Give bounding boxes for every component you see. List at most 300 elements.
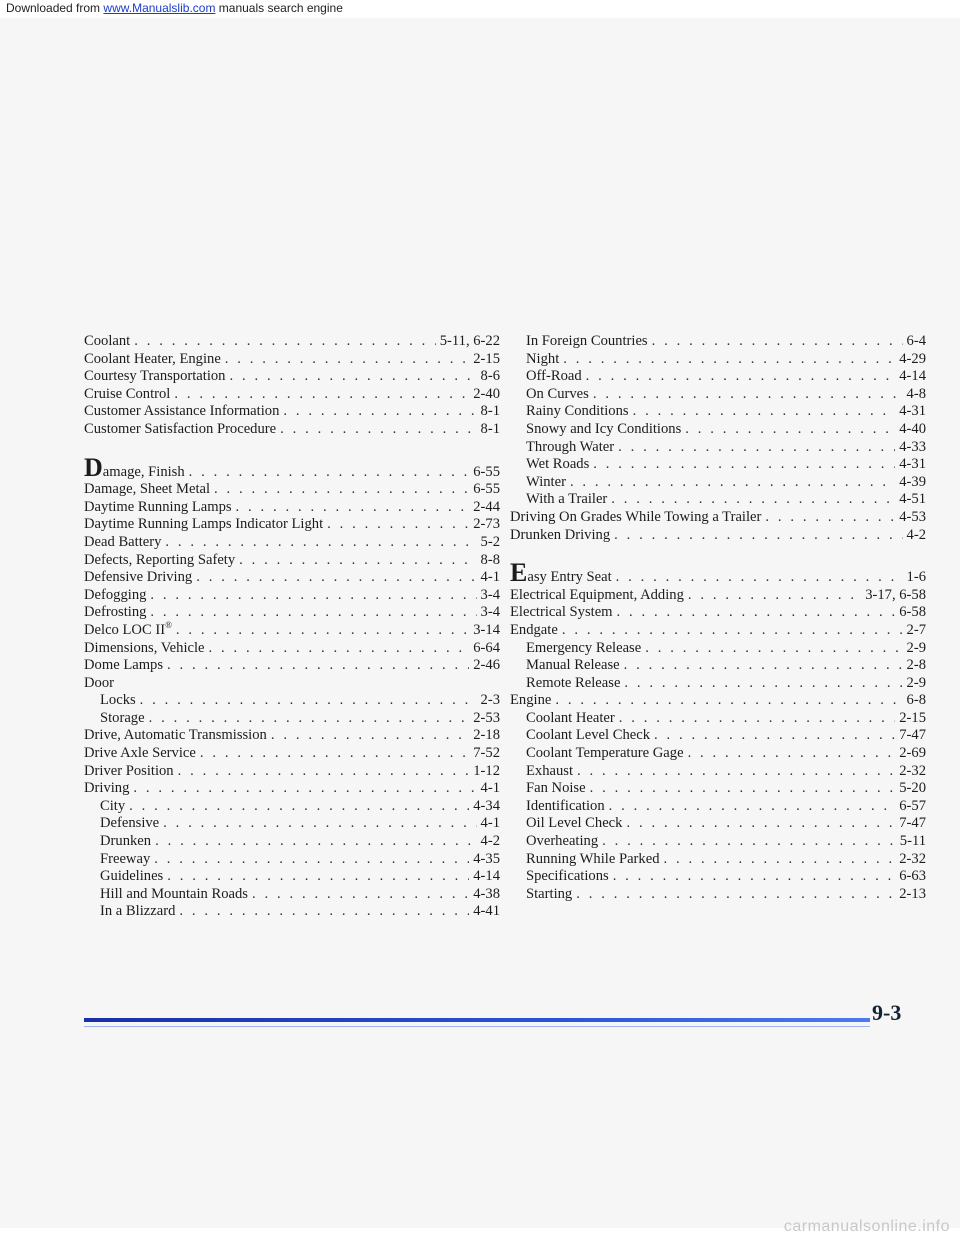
entry-page-ref: 2-7 bbox=[906, 621, 926, 638]
entry-page-ref: 4-2 bbox=[906, 526, 926, 543]
index-entry bbox=[84, 622, 500, 640]
entry-label-text: Rainy Conditions bbox=[526, 403, 629, 420]
index-entry bbox=[84, 604, 500, 622]
index-entry bbox=[84, 727, 500, 745]
dot-leader bbox=[196, 569, 476, 587]
dot-leader bbox=[614, 527, 902, 545]
dot-leader bbox=[134, 333, 436, 351]
entry-page-ref: 8-1 bbox=[480, 403, 500, 420]
index-subentry bbox=[84, 692, 500, 710]
entry-page-ref: 5-20 bbox=[899, 780, 926, 797]
dot-leader bbox=[624, 675, 902, 693]
entry-label-text: City bbox=[100, 797, 126, 814]
entry-page-ref: 7-52 bbox=[473, 745, 500, 762]
entry-page-ref: 4-41 bbox=[473, 903, 500, 920]
index-subentry bbox=[510, 421, 926, 439]
entry-label bbox=[100, 886, 248, 904]
dot-leader bbox=[229, 368, 476, 386]
entry-label bbox=[526, 798, 605, 816]
entry-label bbox=[510, 587, 684, 605]
dot-leader bbox=[652, 333, 903, 351]
dot-leader bbox=[179, 903, 469, 921]
dot-leader bbox=[593, 456, 895, 474]
section-initial: D bbox=[84, 452, 103, 482]
index-subentry bbox=[510, 727, 926, 745]
entry-label-text: Coolant Level Check bbox=[526, 727, 651, 744]
entry-label-text: Oil Level Check bbox=[526, 815, 623, 832]
entry-label-text: In a Blizzard bbox=[100, 903, 176, 920]
section-gap bbox=[84, 439, 500, 459]
index-entry bbox=[510, 587, 926, 605]
dot-leader bbox=[570, 474, 895, 492]
dot-leader bbox=[688, 745, 896, 763]
entry-label bbox=[526, 640, 641, 658]
section-gap bbox=[510, 544, 926, 564]
entry-label bbox=[510, 604, 613, 622]
index-subentry bbox=[510, 815, 926, 833]
entry-page-ref: 4-53 bbox=[899, 508, 926, 525]
index-entry bbox=[84, 403, 500, 421]
entry-label bbox=[526, 491, 607, 509]
index-subentry bbox=[510, 868, 926, 886]
entry-page-ref: 3-4 bbox=[480, 604, 500, 621]
entry-page-ref: 4-39 bbox=[899, 473, 926, 490]
entry-label-text: In Foreign Countries bbox=[526, 333, 648, 349]
index-entry bbox=[510, 692, 926, 710]
entry-label bbox=[526, 868, 609, 886]
dot-leader bbox=[239, 552, 476, 570]
index-entry bbox=[84, 351, 500, 369]
entry-page-ref: 2-69 bbox=[899, 745, 926, 762]
entry-label bbox=[510, 622, 558, 640]
entry-label bbox=[100, 798, 125, 816]
dot-leader bbox=[225, 351, 469, 369]
entry-label bbox=[526, 886, 572, 904]
entry-label-text: Winter bbox=[526, 473, 566, 490]
index-subentry bbox=[84, 798, 500, 816]
index-entry bbox=[84, 499, 500, 517]
entry-label-text: Driving On Grades While Towing a Trailer bbox=[510, 508, 762, 525]
dot-leader bbox=[613, 868, 896, 886]
entry-label bbox=[84, 552, 235, 570]
entry-label bbox=[84, 657, 163, 675]
entry-label bbox=[526, 833, 598, 851]
entry-label-text: Defects, Reporting Safety bbox=[84, 551, 236, 568]
registered-mark: ® bbox=[165, 620, 172, 631]
entry-label-text: Specifications bbox=[526, 868, 609, 885]
entry-page-ref: 2-9 bbox=[906, 639, 926, 656]
dot-leader bbox=[688, 587, 861, 605]
index-subentry bbox=[84, 851, 500, 869]
entry-page-ref: 1-6 bbox=[906, 569, 926, 586]
entry-page-ref: 8-8 bbox=[480, 551, 500, 568]
footer-rule bbox=[84, 1018, 870, 1022]
entry-page-ref: 2-15 bbox=[899, 709, 926, 726]
dot-leader bbox=[593, 386, 903, 404]
entry-label-text: On Curves bbox=[526, 385, 589, 402]
index-subentry bbox=[510, 780, 926, 798]
banner-suffix: manuals search engine bbox=[215, 1, 343, 15]
entry-label-text: Coolant Temperature Gage bbox=[526, 745, 684, 762]
manualslib-link[interactable]: www.Manualslib.com bbox=[103, 1, 216, 15]
index-entry bbox=[510, 527, 926, 545]
entry-label bbox=[100, 815, 159, 833]
entry-page-ref: 7-47 bbox=[899, 815, 926, 832]
dot-leader bbox=[209, 640, 470, 658]
entry-page-ref: 4-2 bbox=[480, 833, 500, 850]
entry-label-text: Defensive Driving bbox=[84, 569, 193, 586]
index-entry bbox=[84, 763, 500, 781]
entry-label-text: Overheating bbox=[526, 833, 599, 850]
index-page bbox=[0, 18, 960, 1228]
entry-page-ref: 6-57 bbox=[899, 797, 926, 814]
entry-page-ref: 6-58 bbox=[899, 604, 926, 621]
index-entry bbox=[84, 569, 500, 587]
index-subentry bbox=[510, 657, 926, 675]
dot-leader bbox=[619, 710, 895, 728]
entry-label-text: Emergency Release bbox=[526, 639, 642, 656]
dot-leader bbox=[167, 657, 469, 675]
entry-label-text: Driving bbox=[84, 780, 130, 797]
entry-label bbox=[84, 640, 205, 658]
entry-label-text: Wet Roads bbox=[526, 456, 590, 473]
entry-page-ref: 3-4 bbox=[480, 586, 500, 603]
dot-leader bbox=[654, 727, 895, 745]
entry-label-text: Damage, Sheet Metal bbox=[84, 481, 211, 498]
entry-label bbox=[84, 452, 185, 482]
dot-leader bbox=[214, 481, 469, 499]
dot-leader bbox=[626, 815, 895, 833]
entry-page-ref: 4-31 bbox=[899, 403, 926, 420]
index-entry bbox=[510, 558, 926, 588]
index-subentry bbox=[84, 815, 500, 833]
entry-label bbox=[84, 386, 170, 404]
watermark: carmanualsonline.info bbox=[783, 1218, 950, 1235]
entry-label-text: Coolant Heater, Engine bbox=[84, 350, 221, 367]
entry-page-ref: 2-3 bbox=[480, 692, 500, 709]
entry-label-text: Drunken bbox=[100, 833, 152, 850]
dot-leader bbox=[577, 763, 895, 781]
entry-page-ref: 2-53 bbox=[473, 709, 500, 726]
index-subentry bbox=[510, 491, 926, 509]
entry-label-text: Defogging bbox=[84, 586, 147, 603]
entry-label bbox=[526, 851, 660, 869]
entry-page-ref: 2-8 bbox=[906, 657, 926, 674]
banner-prefix: Downloaded from bbox=[6, 1, 101, 15]
entry-page-ref: 4-35 bbox=[473, 850, 500, 867]
index-entry bbox=[84, 640, 500, 658]
entry-page-ref: 8-1 bbox=[480, 420, 500, 437]
dot-leader bbox=[155, 833, 476, 851]
entry-page-ref: 7-47 bbox=[899, 727, 926, 744]
dot-leader bbox=[236, 499, 470, 517]
entry-page-ref: 6-55 bbox=[473, 481, 500, 498]
index-subentry bbox=[510, 456, 926, 474]
entry-label-text: Electrical Equipment, Adding bbox=[510, 586, 684, 603]
dot-leader bbox=[327, 516, 469, 534]
entry-label-text: Locks bbox=[100, 692, 136, 709]
index-entry bbox=[84, 552, 500, 570]
entry-label bbox=[510, 527, 610, 545]
entry-label-text: Drive Axle Service bbox=[84, 745, 196, 762]
entry-label-text: Defrosting bbox=[84, 604, 147, 621]
dot-leader bbox=[624, 657, 903, 675]
entry-label-text: Daytime Running Lamps bbox=[84, 498, 232, 515]
entry-label-text: Coolant bbox=[84, 333, 131, 349]
dot-leader bbox=[189, 464, 470, 482]
index-subentry bbox=[510, 439, 926, 457]
dot-leader bbox=[200, 745, 469, 763]
entry-label-text: Dimensions, Vehicle bbox=[84, 639, 205, 656]
entry-label-rest: amage, Finish bbox=[102, 463, 185, 480]
entry-label bbox=[100, 868, 163, 886]
index-subentry bbox=[510, 833, 926, 851]
entry-label-text: Hill and Mountain Roads bbox=[100, 885, 248, 902]
index-entry bbox=[84, 368, 500, 386]
entry-label-text: Coolant Heater bbox=[526, 709, 615, 726]
entry-label-text: Fan Noise bbox=[526, 780, 586, 797]
dot-leader bbox=[167, 868, 469, 886]
index-column-left bbox=[84, 333, 500, 921]
entry-page-ref: 2-44 bbox=[473, 498, 500, 515]
section-initial: E bbox=[510, 558, 528, 588]
entry-label bbox=[84, 403, 279, 421]
entry-label-text: Through Water bbox=[526, 438, 615, 455]
entry-page-ref: 6-63 bbox=[899, 868, 926, 885]
dot-leader bbox=[178, 763, 470, 781]
index-entry bbox=[84, 675, 500, 693]
dot-leader bbox=[165, 534, 476, 552]
entry-label-text: Door bbox=[84, 674, 114, 691]
dot-leader bbox=[129, 798, 469, 816]
entry-page-ref: 2-40 bbox=[473, 385, 500, 402]
index-entry bbox=[84, 516, 500, 534]
entry-label-text: Off-Road bbox=[526, 368, 582, 385]
entry-label bbox=[100, 710, 145, 728]
entry-page-ref: 4-1 bbox=[480, 815, 500, 832]
dot-leader bbox=[174, 386, 469, 404]
entry-label bbox=[84, 727, 267, 745]
entry-label bbox=[510, 558, 612, 588]
index-subentry bbox=[510, 474, 926, 492]
entry-label bbox=[526, 727, 650, 745]
entry-label bbox=[526, 421, 681, 439]
index-entry bbox=[84, 657, 500, 675]
dot-leader bbox=[616, 569, 903, 587]
dot-leader bbox=[283, 403, 476, 421]
entry-label bbox=[84, 745, 196, 763]
index-subentry bbox=[510, 851, 926, 869]
entry-label bbox=[84, 587, 146, 605]
entry-label-text: Guidelines bbox=[100, 868, 164, 885]
entry-label-text: Cruise Control bbox=[84, 385, 171, 402]
entry-label-text: Delco LOC II bbox=[84, 621, 166, 638]
entry-label bbox=[526, 386, 589, 404]
index-subentry bbox=[510, 798, 926, 816]
index-entry bbox=[84, 534, 500, 552]
entry-page-ref: 8-6 bbox=[480, 368, 500, 385]
dot-leader bbox=[562, 622, 903, 640]
entry-label bbox=[84, 481, 210, 499]
entry-page-ref: 5-11 bbox=[899, 833, 926, 850]
dot-leader bbox=[609, 798, 896, 816]
entry-label bbox=[526, 745, 684, 763]
entry-label-text: Customer Satisfaction Procedure bbox=[84, 420, 277, 437]
dot-leader bbox=[149, 710, 470, 728]
entry-label bbox=[526, 815, 622, 833]
entry-label-text: Exhaust bbox=[526, 762, 574, 779]
entry-label-text: Driver Position bbox=[84, 762, 174, 779]
entry-page-ref: 6-55 bbox=[473, 463, 500, 480]
entry-page-ref: 2-46 bbox=[473, 657, 500, 674]
entry-page-ref: 6-64 bbox=[473, 639, 500, 656]
entry-label bbox=[526, 657, 620, 675]
entry-label-text: Courtesy Transportation bbox=[84, 368, 226, 385]
entry-label-text: Snowy and Icy Conditions bbox=[526, 420, 682, 437]
dot-leader bbox=[563, 351, 895, 369]
index-subentry bbox=[510, 640, 926, 658]
entry-label bbox=[510, 509, 761, 527]
index-subentry bbox=[510, 368, 926, 386]
download-banner bbox=[6, 0, 343, 16]
dot-leader bbox=[685, 421, 895, 439]
entry-label-text: Electrical System bbox=[510, 604, 613, 621]
entry-label bbox=[526, 368, 582, 386]
entry-page-ref: 2-15 bbox=[473, 350, 500, 367]
entry-label bbox=[84, 333, 130, 351]
index-subentry bbox=[84, 868, 500, 886]
entry-label bbox=[100, 903, 175, 921]
dot-leader bbox=[150, 587, 476, 605]
index-entry bbox=[84, 452, 500, 482]
entry-label bbox=[526, 763, 573, 781]
index-subentry bbox=[510, 333, 926, 351]
entry-page-ref: 3-17, 6-58 bbox=[865, 586, 926, 603]
entry-label-text: Identification bbox=[526, 797, 605, 814]
index-subentry bbox=[510, 886, 926, 904]
entry-page-ref: 2-18 bbox=[473, 727, 500, 744]
entry-label-text: Dome Lamps bbox=[84, 657, 164, 674]
index-entry bbox=[510, 509, 926, 527]
index-entry bbox=[510, 622, 926, 640]
entry-page-ref: 2-32 bbox=[899, 850, 926, 867]
dot-leader bbox=[618, 439, 895, 457]
entry-label-text: Starting bbox=[526, 885, 573, 902]
entry-label-text: Remote Release bbox=[526, 674, 621, 691]
entry-label bbox=[84, 516, 323, 534]
entry-page-ref: 2-13 bbox=[899, 885, 926, 902]
entry-label-text: Engine bbox=[510, 692, 552, 709]
entry-label-text: Endgate bbox=[510, 621, 558, 638]
entry-label-text: Defensive bbox=[100, 815, 160, 832]
entry-label bbox=[100, 692, 136, 710]
entry-label bbox=[526, 780, 586, 798]
entry-label bbox=[84, 534, 161, 552]
entry-label bbox=[84, 368, 225, 386]
entry-label bbox=[526, 710, 615, 728]
entry-page-ref: 6-4 bbox=[906, 333, 926, 349]
entry-page-ref: 4-8 bbox=[906, 385, 926, 402]
index-entry bbox=[510, 604, 926, 622]
entry-label bbox=[526, 351, 559, 369]
dot-leader bbox=[617, 604, 896, 622]
entry-label bbox=[84, 763, 174, 781]
entry-label bbox=[526, 333, 648, 351]
entry-label bbox=[84, 780, 129, 798]
entry-label-text: With a Trailer bbox=[526, 491, 608, 508]
dot-leader bbox=[176, 622, 469, 640]
entry-page-ref: 2-9 bbox=[906, 674, 926, 691]
index-subentry bbox=[84, 886, 500, 904]
index-column-right bbox=[510, 333, 926, 903]
dot-leader bbox=[555, 692, 902, 710]
entry-label bbox=[510, 692, 551, 710]
index-subentry bbox=[84, 710, 500, 728]
entry-page-ref: 4-34 bbox=[473, 797, 500, 814]
entry-page-ref: 4-1 bbox=[480, 780, 500, 797]
entry-page-ref: 3-14 bbox=[473, 621, 500, 638]
entry-label-text: Storage bbox=[100, 709, 145, 726]
dot-leader bbox=[133, 780, 476, 798]
index-subentry bbox=[510, 763, 926, 781]
dot-leader bbox=[602, 833, 896, 851]
footer-rule-thin bbox=[84, 1026, 870, 1027]
index-subentry bbox=[84, 903, 500, 921]
dot-leader bbox=[586, 368, 896, 386]
entry-page-ref: 4-31 bbox=[899, 456, 926, 473]
dot-leader bbox=[765, 509, 895, 527]
entry-page-ref: 1-12 bbox=[473, 762, 500, 779]
dot-leader bbox=[590, 780, 896, 798]
entry-label-rest: asy Entry Seat bbox=[527, 569, 612, 586]
index-subentry bbox=[510, 351, 926, 369]
index-entry bbox=[84, 421, 500, 439]
dot-leader bbox=[163, 815, 476, 833]
entry-label bbox=[526, 439, 614, 457]
index-entry bbox=[84, 745, 500, 763]
index-subentry bbox=[84, 833, 500, 851]
entry-page-ref: 4-40 bbox=[899, 420, 926, 437]
entry-label-text: Manual Release bbox=[526, 657, 620, 674]
dot-leader bbox=[140, 692, 477, 710]
dot-leader bbox=[611, 491, 895, 509]
entry-label bbox=[84, 351, 221, 369]
dot-leader bbox=[154, 851, 469, 869]
index-subentry bbox=[510, 710, 926, 728]
entry-label bbox=[100, 851, 150, 869]
entry-page-ref: 4-14 bbox=[899, 368, 926, 385]
entry-page-ref: 5-11, 6-22 bbox=[439, 333, 500, 349]
index-subentry bbox=[510, 675, 926, 693]
entry-page-ref: 4-33 bbox=[899, 438, 926, 455]
dot-leader bbox=[280, 421, 476, 439]
dot-leader bbox=[576, 886, 895, 904]
entry-page-ref: 4-1 bbox=[480, 569, 500, 586]
entry-label bbox=[526, 474, 566, 492]
entry-label bbox=[84, 622, 172, 640]
dot-leader bbox=[633, 403, 896, 421]
entry-page-ref: 2-32 bbox=[899, 762, 926, 779]
entry-page-ref: 6-8 bbox=[906, 692, 926, 709]
entry-label bbox=[84, 675, 114, 693]
entry-label bbox=[526, 675, 620, 693]
entry-label bbox=[526, 456, 589, 474]
entry-label-text: Dead Battery bbox=[84, 533, 162, 550]
index-entry bbox=[84, 333, 500, 351]
entry-page-ref: 4-14 bbox=[473, 868, 500, 885]
index-entry bbox=[84, 481, 500, 499]
entry-label-text: Customer Assistance Information bbox=[84, 403, 280, 420]
